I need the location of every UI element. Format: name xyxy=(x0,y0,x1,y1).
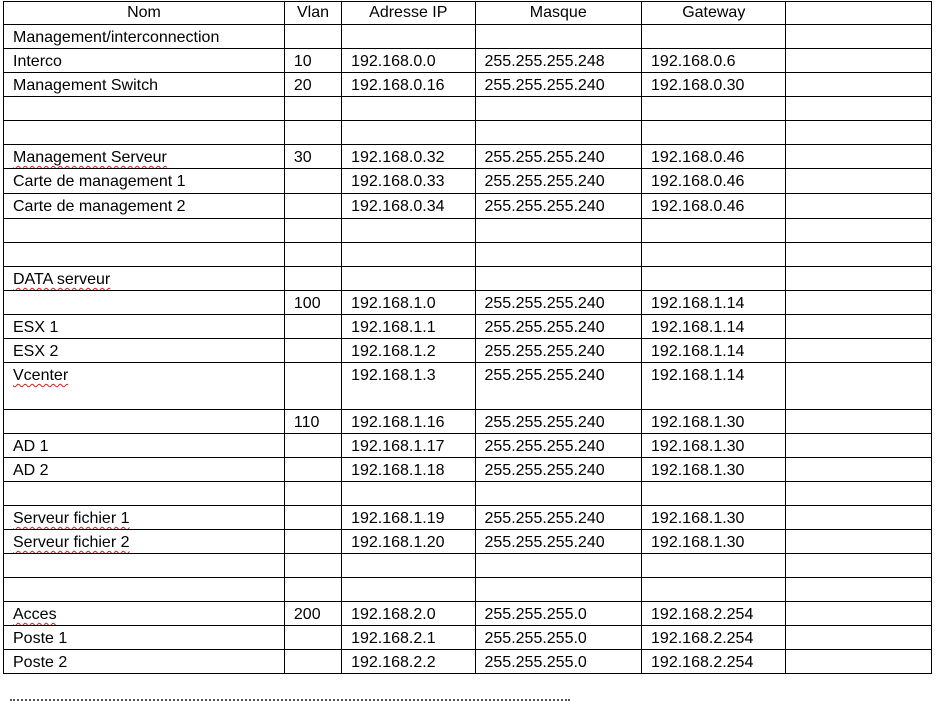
cell-gateway: 192.168.2.254 xyxy=(642,650,786,674)
cell-gateway: 192.168.1.30 xyxy=(642,434,786,458)
cell-gateway xyxy=(642,219,786,243)
cell-vlan xyxy=(284,121,341,145)
cell-vlan xyxy=(284,25,341,49)
cell-extra xyxy=(786,602,932,626)
cell-masque: 255.255.255.240 xyxy=(475,145,642,169)
cell-gateway xyxy=(642,578,786,602)
cell-gateway: 192.168.1.30 xyxy=(642,530,786,554)
cell-adresse-ip xyxy=(342,578,475,602)
cell-gateway: 192.168.0.46 xyxy=(642,169,786,194)
cell-adresse-ip: 192.168.0.34 xyxy=(342,194,475,219)
cell-extra xyxy=(786,458,932,482)
table-row xyxy=(4,530,932,554)
cell-gateway: 192.168.1.14 xyxy=(642,363,786,410)
cell-nom: Management/interconnection xyxy=(4,25,285,49)
cell-extra xyxy=(786,554,932,578)
cell-vlan xyxy=(284,482,341,506)
cell-gateway: 192.168.2.254 xyxy=(642,602,786,626)
cell-adresse-ip: 192.168.0.0 xyxy=(342,49,475,73)
cell-nom: ESX 1 xyxy=(4,315,285,339)
cell-nom xyxy=(4,410,285,434)
table-row xyxy=(4,121,932,145)
cell-masque xyxy=(475,121,642,145)
table-row xyxy=(4,267,932,291)
table-header xyxy=(4,2,932,25)
cell-extra xyxy=(786,121,932,145)
cell-adresse-ip: 192.168.1.2 xyxy=(342,339,475,363)
cell-vlan: 200 xyxy=(284,602,341,626)
vlan-ip-table xyxy=(3,1,932,674)
spellcheck-flagged-text: Serveur fichier 1 xyxy=(13,510,130,527)
table-row xyxy=(4,194,932,219)
cell-masque: 255.255.255.248 xyxy=(475,49,642,73)
table-row xyxy=(4,482,932,506)
clipped-text-line xyxy=(10,691,570,703)
cell-masque: 255.255.255.240 xyxy=(475,169,642,194)
cell-gateway xyxy=(642,554,786,578)
table-row xyxy=(4,73,932,97)
cell-vlan: 30 xyxy=(284,145,341,169)
cell-vlan xyxy=(284,578,341,602)
cell-gateway: 192.168.0.46 xyxy=(642,145,786,169)
spellcheck-flagged-text: Management Serveur xyxy=(13,149,167,166)
cell-masque: 255.255.255.240 xyxy=(475,194,642,219)
cell-nom xyxy=(4,482,285,506)
cell-adresse-ip: 192.168.2.2 xyxy=(342,650,475,674)
cell-masque: 255.255.255.240 xyxy=(475,458,642,482)
cell-vlan xyxy=(284,434,341,458)
cell-nom: Poste 2 xyxy=(4,650,285,674)
cell-gateway: 192.168.0.6 xyxy=(642,49,786,73)
cell-nom xyxy=(4,578,285,602)
table-row xyxy=(4,554,932,578)
cell-vlan xyxy=(284,554,341,578)
spellcheck-flagged-text: Vcenter xyxy=(13,367,69,384)
cell-extra xyxy=(786,434,932,458)
cell-extra xyxy=(786,97,932,121)
cell-nom: Poste 1 xyxy=(4,626,285,650)
cell-gateway xyxy=(642,267,786,291)
cell-extra xyxy=(786,267,932,291)
cell-adresse-ip: 192.168.1.18 xyxy=(342,458,475,482)
cell-adresse-ip xyxy=(342,25,475,49)
table-row xyxy=(4,49,932,73)
cell-extra xyxy=(786,339,932,363)
cell-vlan: 10 xyxy=(284,49,341,73)
cell-masque xyxy=(475,97,642,121)
cell-vlan xyxy=(284,530,341,554)
cell-masque xyxy=(475,554,642,578)
cell-adresse-ip: 192.168.0.33 xyxy=(342,169,475,194)
header-vlan: Vlan xyxy=(284,2,341,25)
cell-nom xyxy=(4,363,285,410)
cell-gateway: 192.168.1.14 xyxy=(642,339,786,363)
cell-vlan xyxy=(284,458,341,482)
cell-masque xyxy=(475,267,642,291)
cell-masque: 255.255.255.240 xyxy=(475,434,642,458)
cell-extra xyxy=(786,650,932,674)
cell-vlan xyxy=(284,506,341,530)
cell-extra xyxy=(786,291,932,315)
cell-nom xyxy=(4,267,285,291)
cell-nom: ESX 2 xyxy=(4,339,285,363)
spellcheck-flagged-text: DATA serveur xyxy=(13,271,111,288)
table-row xyxy=(4,506,932,530)
cell-masque: 255.255.255.240 xyxy=(475,315,642,339)
table-body xyxy=(4,25,932,674)
cell-extra xyxy=(786,626,932,650)
table-row xyxy=(4,25,932,49)
cell-extra xyxy=(786,25,932,49)
cell-extra xyxy=(786,482,932,506)
cell-vlan: 20 xyxy=(284,73,341,97)
cell-vlan xyxy=(284,169,341,194)
cell-vlan xyxy=(284,243,341,267)
cell-gateway xyxy=(642,482,786,506)
cell-masque: 255.255.255.240 xyxy=(475,506,642,530)
cell-vlan xyxy=(284,97,341,121)
table-row xyxy=(4,315,932,339)
header-gateway: Gateway xyxy=(642,2,786,25)
cell-nom xyxy=(4,97,285,121)
cell-nom xyxy=(4,506,285,530)
cell-nom: Carte de management 2 xyxy=(4,194,285,219)
cell-vlan xyxy=(284,363,341,410)
cell-gateway: 192.168.0.46 xyxy=(642,194,786,219)
cell-nom xyxy=(4,219,285,243)
table-row xyxy=(4,626,932,650)
cell-nom: Carte de management 1 xyxy=(4,169,285,194)
cell-adresse-ip: 192.168.0.32 xyxy=(342,145,475,169)
table-row xyxy=(4,291,932,315)
cell-masque xyxy=(475,25,642,49)
cell-vlan xyxy=(284,315,341,339)
cell-extra xyxy=(786,243,932,267)
table-row xyxy=(4,145,932,169)
cell-adresse-ip xyxy=(342,554,475,578)
cell-gateway xyxy=(642,121,786,145)
cell-adresse-ip xyxy=(342,121,475,145)
spellcheck-flagged-text: Acces xyxy=(13,606,57,623)
table-row xyxy=(4,458,932,482)
cell-adresse-ip: 192.168.1.19 xyxy=(342,506,475,530)
cell-gateway: 192.168.1.30 xyxy=(642,410,786,434)
cell-nom: AD 2 xyxy=(4,458,285,482)
cell-nom xyxy=(4,530,285,554)
spellcheck-flagged-text: Serveur fichier 2 xyxy=(13,534,130,551)
cell-nom: AD 1 xyxy=(4,434,285,458)
cell-gateway xyxy=(642,97,786,121)
cell-gateway: 192.168.1.30 xyxy=(642,506,786,530)
cell-adresse-ip: 192.168.1.1 xyxy=(342,315,475,339)
table-row xyxy=(4,169,932,194)
cell-masque: 255.255.255.0 xyxy=(475,650,642,674)
cell-extra xyxy=(786,194,932,219)
cell-adresse-ip xyxy=(342,482,475,506)
cell-masque: 255.255.255.240 xyxy=(475,73,642,97)
cell-masque xyxy=(475,578,642,602)
cell-nom: Management Switch xyxy=(4,73,285,97)
cell-nom xyxy=(4,145,285,169)
header-extra xyxy=(786,2,932,25)
cell-extra xyxy=(786,145,932,169)
cell-masque: 255.255.255.0 xyxy=(475,602,642,626)
cell-extra xyxy=(786,49,932,73)
cell-gateway: 192.168.1.30 xyxy=(642,458,786,482)
cell-extra xyxy=(786,578,932,602)
cell-masque xyxy=(475,243,642,267)
cell-masque: 255.255.255.240 xyxy=(475,363,642,410)
header-row xyxy=(4,2,932,25)
cell-adresse-ip: 192.168.0.16 xyxy=(342,73,475,97)
table-row xyxy=(4,97,932,121)
table-row xyxy=(4,243,932,267)
cell-adresse-ip: 192.168.1.16 xyxy=(342,410,475,434)
table-row xyxy=(4,363,932,410)
header-adresse-ip: Adresse IP xyxy=(342,2,475,25)
cell-gateway: 192.168.0.30 xyxy=(642,73,786,97)
cell-vlan xyxy=(284,219,341,243)
cell-extra xyxy=(786,169,932,194)
cell-extra xyxy=(786,530,932,554)
cell-adresse-ip xyxy=(342,243,475,267)
cell-gateway: 192.168.1.14 xyxy=(642,291,786,315)
table-row xyxy=(4,434,932,458)
cell-extra xyxy=(786,73,932,97)
cell-masque: 255.255.255.0 xyxy=(475,626,642,650)
table-row xyxy=(4,578,932,602)
cell-gateway xyxy=(642,243,786,267)
table-row xyxy=(4,339,932,363)
cell-masque xyxy=(475,219,642,243)
cell-nom: Interco xyxy=(4,49,285,73)
cell-gateway: 192.168.2.254 xyxy=(642,626,786,650)
cell-adresse-ip: 192.168.1.0 xyxy=(342,291,475,315)
cell-adresse-ip: 192.168.1.20 xyxy=(342,530,475,554)
cell-vlan xyxy=(284,194,341,219)
cell-vlan xyxy=(284,650,341,674)
cell-extra xyxy=(786,219,932,243)
cell-nom xyxy=(4,121,285,145)
cell-adresse-ip xyxy=(342,97,475,121)
cell-nom xyxy=(4,554,285,578)
cell-adresse-ip: 192.168.2.0 xyxy=(342,602,475,626)
cell-vlan xyxy=(284,267,341,291)
table-row xyxy=(4,650,932,674)
cell-vlan xyxy=(284,339,341,363)
header-nom: Nom xyxy=(4,2,285,25)
cell-nom xyxy=(4,602,285,626)
table-row xyxy=(4,602,932,626)
cell-masque: 255.255.255.240 xyxy=(475,530,642,554)
table-row xyxy=(4,219,932,243)
cell-extra xyxy=(786,363,932,410)
cell-nom xyxy=(4,291,285,315)
cell-extra xyxy=(786,315,932,339)
cell-masque: 255.255.255.240 xyxy=(475,410,642,434)
cell-nom xyxy=(4,243,285,267)
cell-masque xyxy=(475,482,642,506)
cell-extra xyxy=(786,506,932,530)
cell-adresse-ip: 192.168.1.3 xyxy=(342,363,475,410)
cell-adresse-ip: 192.168.2.1 xyxy=(342,626,475,650)
cell-gateway xyxy=(642,25,786,49)
cell-adresse-ip xyxy=(342,267,475,291)
cell-adresse-ip: 192.168.1.17 xyxy=(342,434,475,458)
cell-masque: 255.255.255.240 xyxy=(475,291,642,315)
table-row xyxy=(4,410,932,434)
header-masque: Masque xyxy=(475,2,642,25)
cell-adresse-ip xyxy=(342,219,475,243)
cell-extra xyxy=(786,410,932,434)
cell-masque: 255.255.255.240 xyxy=(475,339,642,363)
cell-vlan xyxy=(284,626,341,650)
cell-vlan: 110 xyxy=(284,410,341,434)
cell-vlan: 100 xyxy=(284,291,341,315)
cell-gateway: 192.168.1.14 xyxy=(642,315,786,339)
